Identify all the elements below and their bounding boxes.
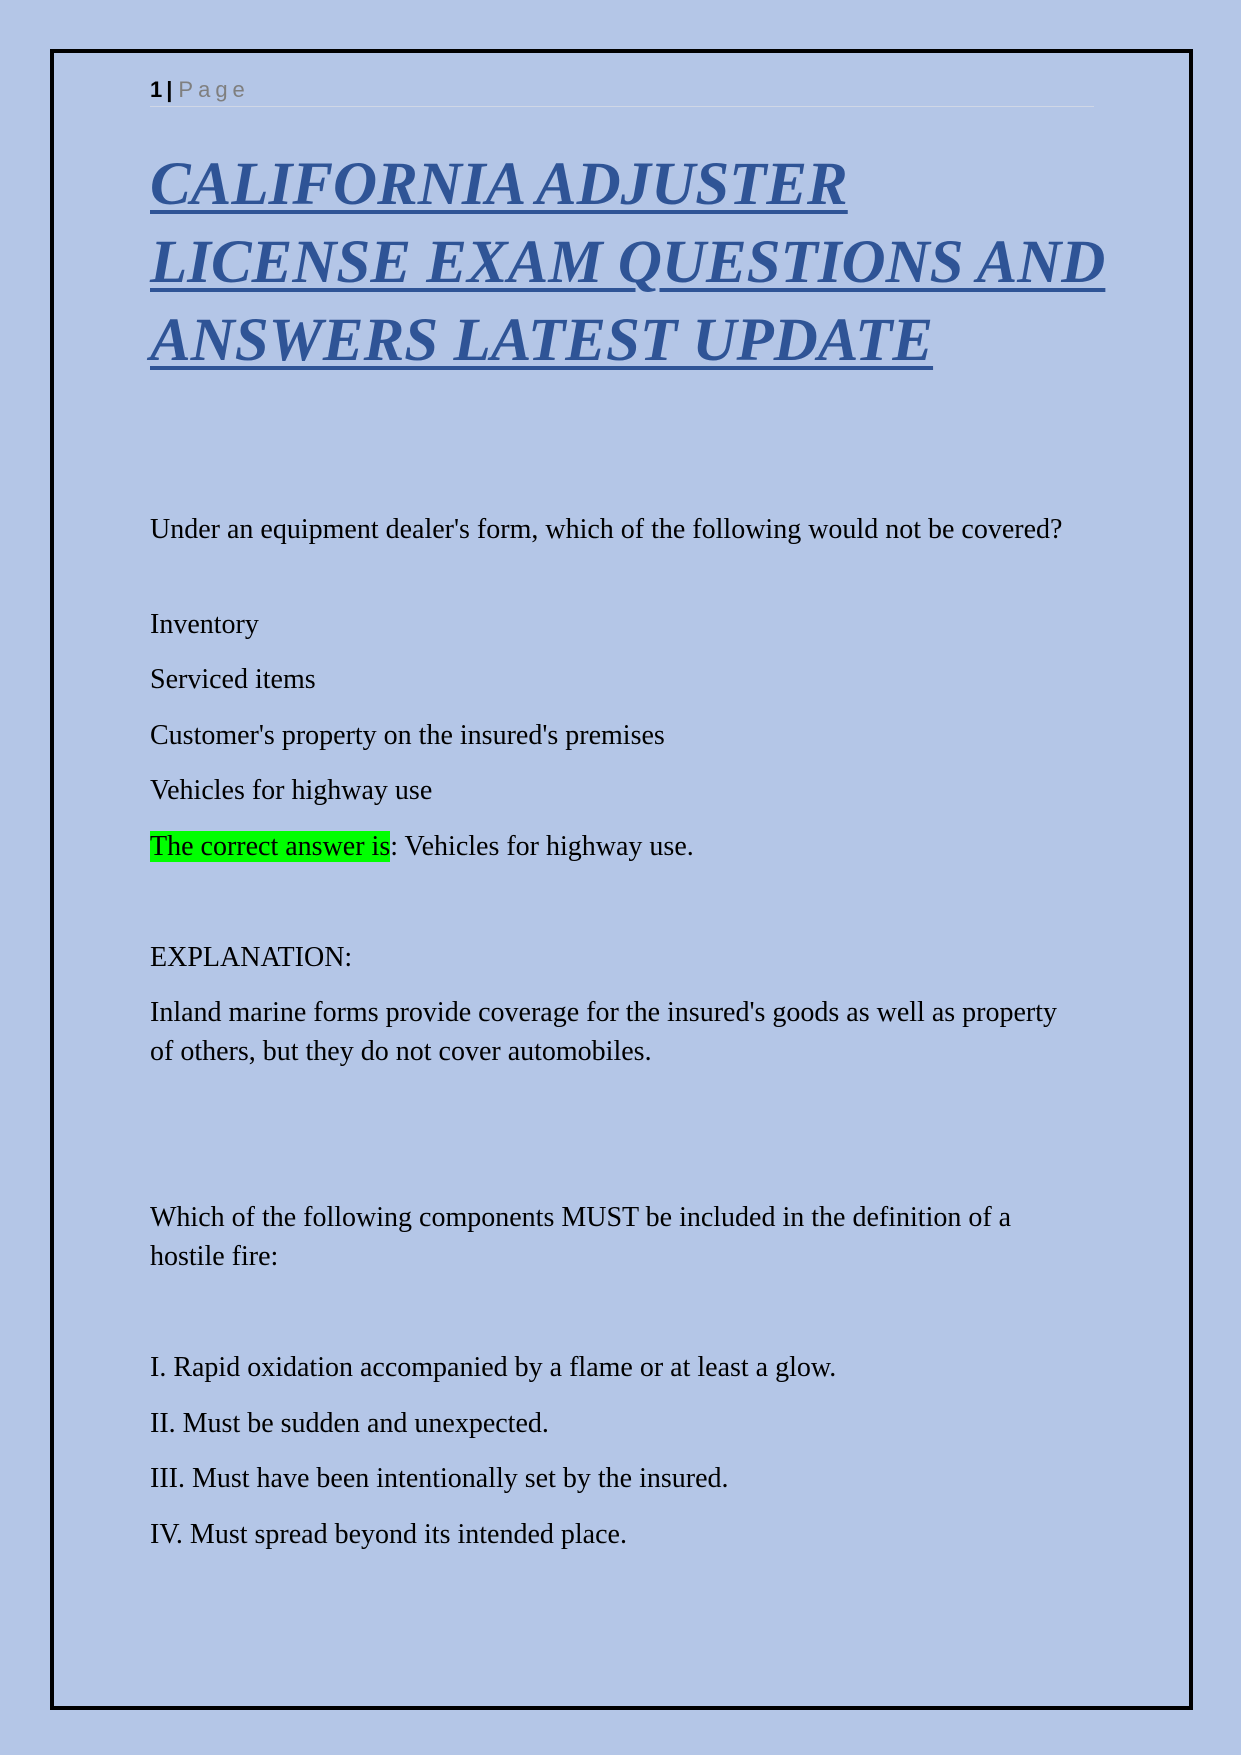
question-1-option-4: Vehicles for highway use <box>150 775 433 806</box>
explanation-text: Inland marine forms provide coverage for the insured's goods as well as property of others, but they do not cover automobiles. <box>150 997 1057 1067</box>
question-1-option-2: Serviced items <box>150 664 316 695</box>
page-number: 1 <box>150 77 163 102</box>
page-word: Page <box>178 77 250 102</box>
question-1-text: Under an equipment dealer's form, which of the following would not be covered? <box>150 514 1063 545</box>
explanation-heading: EXPLANATION: <box>150 942 353 973</box>
page-header <box>150 74 1094 107</box>
question-1-option-3: Customer's property on the insured's premises <box>150 720 665 751</box>
question-2-item-1: I. Rapid oxidation accompanied by a flame or at least a glow. <box>150 1352 837 1383</box>
answer-highlight-label: The correct answer is <box>150 831 391 862</box>
question-2-text: Which of the following components MUST be included in the definition of a hostile fire: <box>150 1202 1012 1272</box>
question-1-option-1: Inventory <box>150 609 259 640</box>
question-2-item-3: III. Must have been intentionally set by the insured. <box>150 1463 729 1494</box>
answer-value: : Vehicles for highway use. <box>390 831 694 862</box>
header-separator: | <box>166 77 173 102</box>
question-2-item-4: IV. Must spread beyond its intended place. <box>150 1519 627 1550</box>
document-title: CALIFORNIA ADJUSTER LICENSE EXAM QUESTIONS AND ANSWERS LATEST UPDATE <box>150 151 1106 374</box>
question-2-item-2: II. Must be sudden and unexpected. <box>150 1408 549 1439</box>
question-1-answer <box>150 827 1080 866</box>
